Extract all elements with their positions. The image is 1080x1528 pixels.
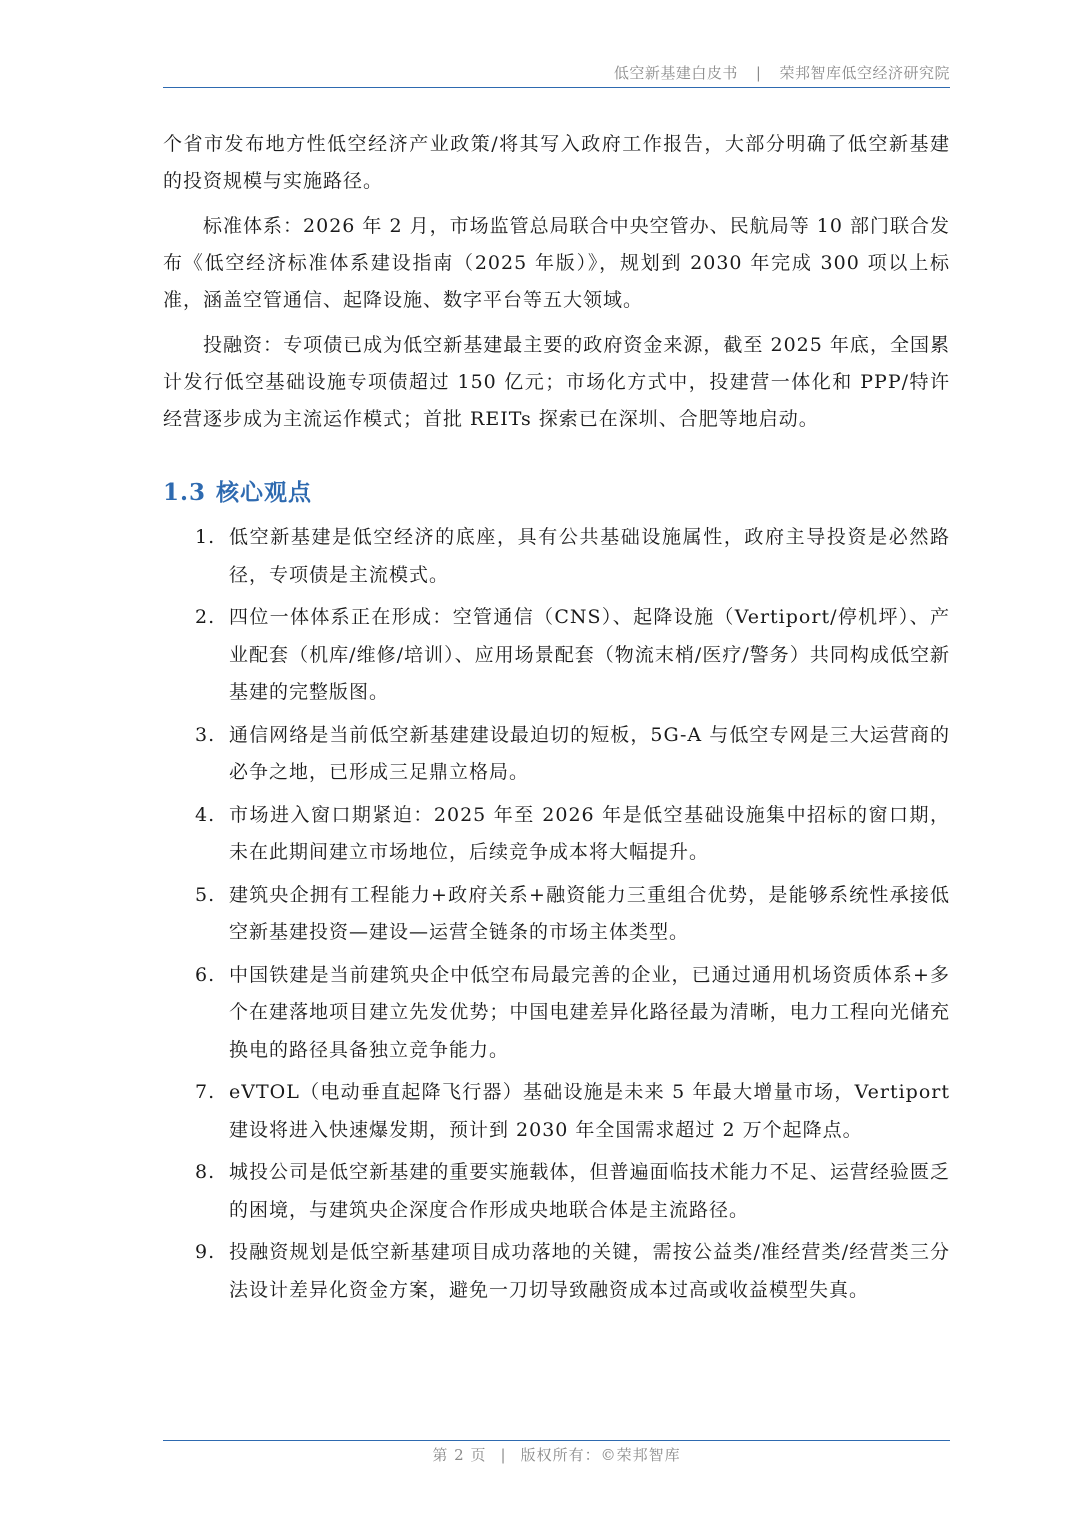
section-heading (163, 473, 950, 513)
list-item-text: 城投公司是低空新基建的重要实施载体，但普遍面临技术能力不足、运营经验匮乏的困境，与建筑央企深度合作形成央地联合体是主流路径。 (229, 1161, 950, 1221)
list-item-index: 4. (195, 803, 216, 826)
section-title: 核心观点 (216, 479, 313, 506)
footer-divider (163, 1440, 950, 1441)
list-item-index: 9. (195, 1241, 216, 1263)
list-item (163, 1154, 950, 1229)
list-item-text: 中国铁建是当前建筑央企中低空布局最完善的企业，已通过通用机场资质体系+多个在建落地项目建立先发优势；中国电建差异化路径最为清晰，电力工程向光储充换电的路径具备独立竞争能力。 (229, 963, 950, 1061)
header-title: 低空新基建白皮书 (613, 64, 738, 82)
list-item (163, 599, 950, 712)
list-item-index: 7. (195, 1081, 216, 1103)
page-number: 第 2 页 (432, 1446, 487, 1464)
header-divider (163, 87, 950, 88)
list-item-index: 5. (195, 883, 216, 906)
list-item (163, 519, 950, 594)
header-separator: | (755, 64, 762, 82)
list-item-index: 1. (195, 526, 216, 548)
list-item-text: 四位一体体系正在形成：空管通信（CNS）、起降设施（Vertiport/停机坪）、产业配套（机库/维修/培训）、应用场景配套（物流末梢/医疗/警务）共同构成低空新基建的完整版图。 (229, 606, 950, 703)
page-body (163, 126, 950, 1314)
list-item (163, 717, 950, 792)
list-item-text: 通信网络是当前低空新基建建设最迫切的短板，5G-A 与低空专网是三大运营商的必争之地，已形成三足鼎立格局。 (229, 723, 950, 783)
list-item-text: eVTOL（电动垂直起降飞行器）基础设施是未来 5 年最大增量市场，Vertiport 建设将进入快速爆发期，预计到 2030 年全国需求超过 2 万个起降点。 (229, 1081, 950, 1141)
paragraph-standards: 标准体系：2026 年 2 月，市场监管总局联合中央空管办、民航局等 10 部门联合发布《低空经济标准体系建设指南（2025 年版）》，规划到 2030 年完成 300 项以上标准，涵盖空管通信、起降设施、数字平台等五大领域。 (163, 215, 950, 311)
list-item-index: 8. (195, 1161, 216, 1183)
list-item-text: 建筑央企拥有工程能力+政府关系+融资能力三重组合优势，是能够系统性承接低空新基建投资—建设—运营全链条的市场主体类型。 (229, 883, 950, 943)
footer-separator: | (500, 1446, 507, 1464)
paragraph-continuation: 个省市发布地方性低空经济产业政策/将其写入政府工作报告，大部分明确了低空新基建的投资规模与实施路径。 (163, 133, 950, 192)
paragraph-financing: 投融资：专项债已成为低空新基建最主要的政府资金来源，截至 2025 年底，全国累计发行低空基础设施专项债超过 150 亿元；市场化方式中，投建营一体化和 PPP/特许经营逐步成为主流运作模式；首批 REITs 探索已在深圳、合肥等地启动。 (163, 334, 950, 430)
core-points-list (163, 519, 950, 1309)
list-item-index: 2. (195, 606, 216, 628)
list-item-text: 市场进入窗口期紧迫：2025 年至 2026 年是低空基础设施集中招标的窗口期，未在此期间建立市场地位，后续竞争成本将大幅提升。 (229, 803, 950, 863)
list-item (163, 1074, 950, 1149)
list-item-index: 3. (195, 723, 216, 746)
list-item-index: 6. (195, 963, 216, 986)
copyright-text: 版权所有：©荣邦智库 (520, 1446, 681, 1464)
list-item-text: 低空新基建是低空经济的底座，具有公共基础设施属性，政府主导投资是必然路径，专项债是主流模式。 (229, 526, 950, 586)
header-org: 荣邦智库低空经济研究院 (779, 64, 950, 82)
list-item-text: 投融资规划是低空新基建项目成功落地的关键，需按公益类/准经营类/经营类三分法设计差异化资金方案，避免一刀切导致融资成本过高或收益模型失真。 (229, 1241, 950, 1301)
list-item (163, 877, 950, 952)
list-item (163, 957, 950, 1070)
section-number: 1.3 (163, 479, 207, 506)
page-header (163, 62, 950, 88)
list-item (163, 797, 950, 872)
page-footer (163, 1444, 950, 1465)
list-item (163, 1234, 950, 1309)
